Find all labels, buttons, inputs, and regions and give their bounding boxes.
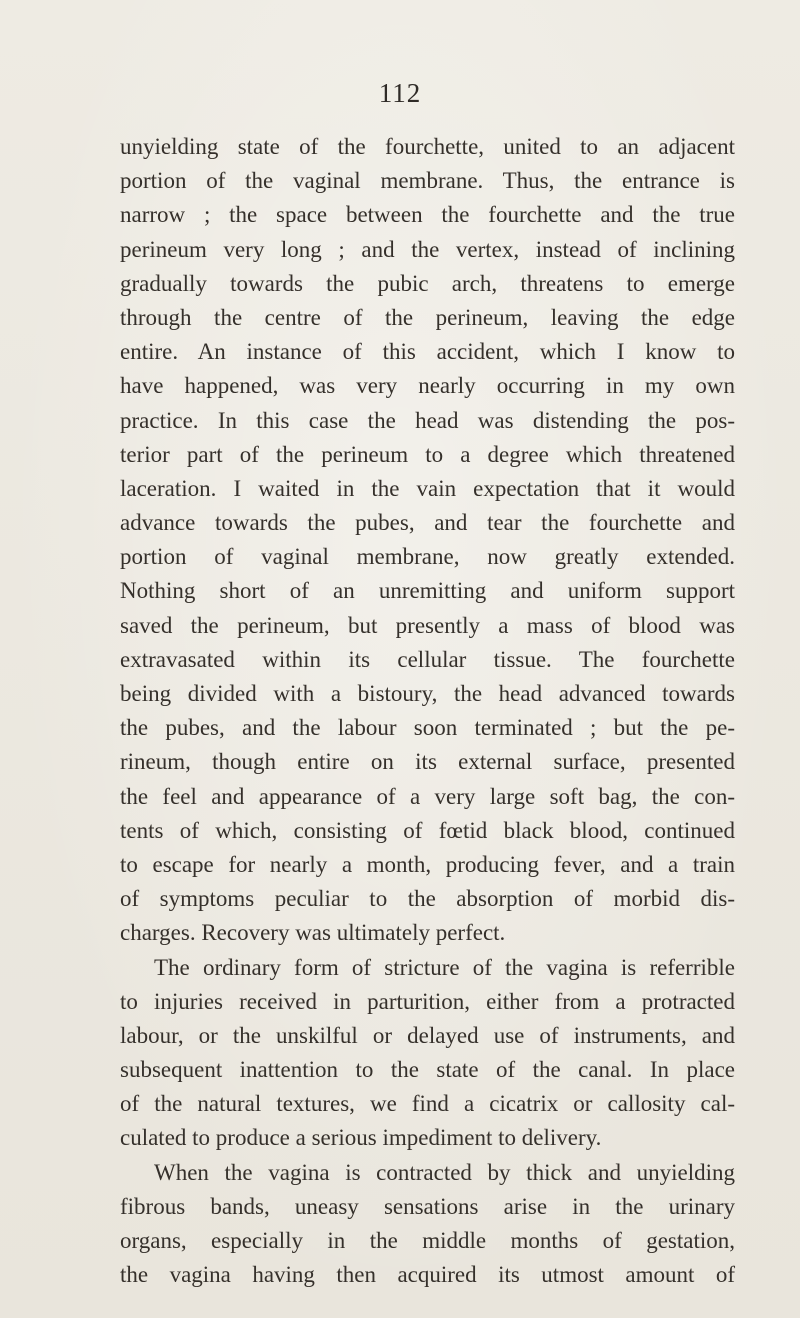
text-line: rineum, though entire on its external surface, presented	[120, 749, 735, 775]
body-text	[120, 130, 735, 1292]
text-line: labour, or the unskilful or delayed use of instruments, and	[120, 1022, 735, 1048]
text-line: entire. An instance of this accident, which I know to	[120, 339, 735, 365]
text-line: tents of which, consisting of fœtid black blood, continued	[120, 817, 735, 843]
text-line: perineum very long ; and the vertex, instead of inclining	[120, 236, 735, 262]
text-line: charges. Recovery was ultimately perfect.	[120, 920, 506, 946]
text-line: to injuries received in parturition, either from a protracted	[120, 988, 735, 1014]
text-line: have happened, was very nearly occurring in my own	[120, 373, 735, 399]
text-line: portion of vaginal membrane, now greatly extended.	[120, 544, 735, 570]
text-line: culated to produce a serious impediment to delivery.	[120, 1125, 602, 1151]
text-line: narrow ; the space between the fourchette and the true	[120, 202, 735, 228]
text-line: Nothing short of an unremitting and uniform support	[120, 578, 735, 604]
text-line: organs, especially in the middle months of gestation,	[120, 1228, 735, 1253]
paragraph-start-line: The ordinary form of stricture of the vagina is referrible	[154, 954, 735, 980]
text-line: of symptoms peculiar to the absorption of morbid dis-	[120, 886, 735, 912]
text-line: extravasated within its cellular tissue. The fourchette	[120, 646, 735, 672]
text-line: of the natural textures, we find a cicatrix or callosity cal-	[120, 1091, 735, 1117]
text-line: through the centre of the perineum, leaving the edge	[120, 304, 735, 330]
text-line: gradually towards the pubic arch, threatens to emerge	[120, 270, 735, 296]
text-line: being divided with a bistoury, the head advanced towards	[120, 681, 735, 706]
paragraph-start-line: When the vagina is contracted by thick and unyielding	[154, 1159, 735, 1185]
text-line: unyielding state of the fourchette, united to an adjacent	[120, 134, 735, 159]
text-line: advance towards the pubes, and tear the fourchette and	[120, 510, 735, 536]
text-line: the pubes, and the labour soon terminated ; but the pe-	[120, 715, 735, 741]
text-line: to escape for nearly a month, producing fever, and a train	[120, 851, 735, 877]
text-line: the feel and appearance of a very large soft bag, the con-	[120, 783, 735, 809]
page-number: 112	[378, 78, 422, 108]
text-line: portion of the vaginal membrane. Thus, the entrance is	[120, 168, 735, 194]
text-line: laceration. I waited in the vain expectation that it would	[120, 475, 735, 501]
text-line: saved the perineum, but presently a mass of blood was	[120, 612, 735, 638]
text-line: practice. In this case the head was distending the pos-	[120, 407, 735, 433]
text-line: subsequent inattention to the state of the canal. In place	[120, 1057, 735, 1083]
text-line: the vagina having then acquired its utmost amount of	[120, 1262, 735, 1288]
text-line: fibrous bands, uneasy sensations arise in the urinary	[120, 1193, 735, 1219]
text-line: terior part of the perineum to a degree which threatened	[120, 441, 735, 467]
